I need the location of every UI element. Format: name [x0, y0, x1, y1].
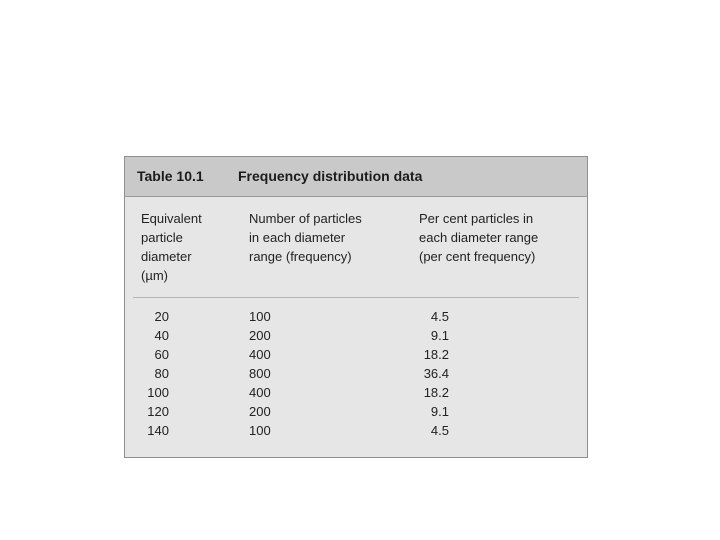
- percent-cell: 18.2: [423, 385, 449, 400]
- table-row: [125, 404, 587, 423]
- table-number: Table 10.1: [137, 168, 204, 184]
- table-row: [125, 366, 587, 385]
- diameter-cell: 140: [147, 423, 169, 438]
- percent-cell: 4.5: [430, 423, 449, 438]
- header-percent: Per cent particles in each diameter range (per cent frequency): [419, 211, 539, 264]
- diameter-cell: 80: [154, 366, 169, 381]
- table-row: [125, 309, 587, 328]
- diameter-cell: 20: [154, 309, 169, 324]
- percent-cell: 4.5: [430, 309, 449, 324]
- frequency-cell: 200: [249, 328, 271, 343]
- percent-cell: 18.2: [423, 347, 449, 362]
- percent-cell: 36.4: [423, 366, 449, 381]
- table-row: [125, 347, 587, 366]
- table-body: [125, 309, 587, 442]
- diameter-cell: 100: [147, 385, 169, 400]
- frequency-cell: 100: [249, 309, 271, 324]
- frequency-cell: 100: [249, 423, 271, 438]
- diameter-cell: 40: [154, 328, 169, 343]
- header-divider: [133, 297, 579, 298]
- diameter-cell: 60: [154, 347, 169, 362]
- frequency-cell: 800: [249, 366, 271, 381]
- header-frequency: Number of particles in each diameter range (frequency): [249, 211, 362, 264]
- table-title: Frequency distribution data: [238, 168, 423, 184]
- percent-cell: 9.1: [430, 328, 449, 343]
- header-diameter: Equivalent particle diameter (µm): [141, 211, 202, 283]
- frequency-cell: 200: [249, 404, 271, 419]
- percent-cell: 9.1: [430, 404, 449, 419]
- frequency-cell: 400: [249, 385, 271, 400]
- table-row: [125, 423, 587, 442]
- frequency-cell: 400: [249, 347, 271, 362]
- table-caption: [125, 157, 587, 197]
- table-row: [125, 385, 587, 404]
- table-row: [125, 328, 587, 347]
- diameter-cell: 120: [147, 404, 169, 419]
- frequency-distribution-table: [124, 156, 588, 458]
